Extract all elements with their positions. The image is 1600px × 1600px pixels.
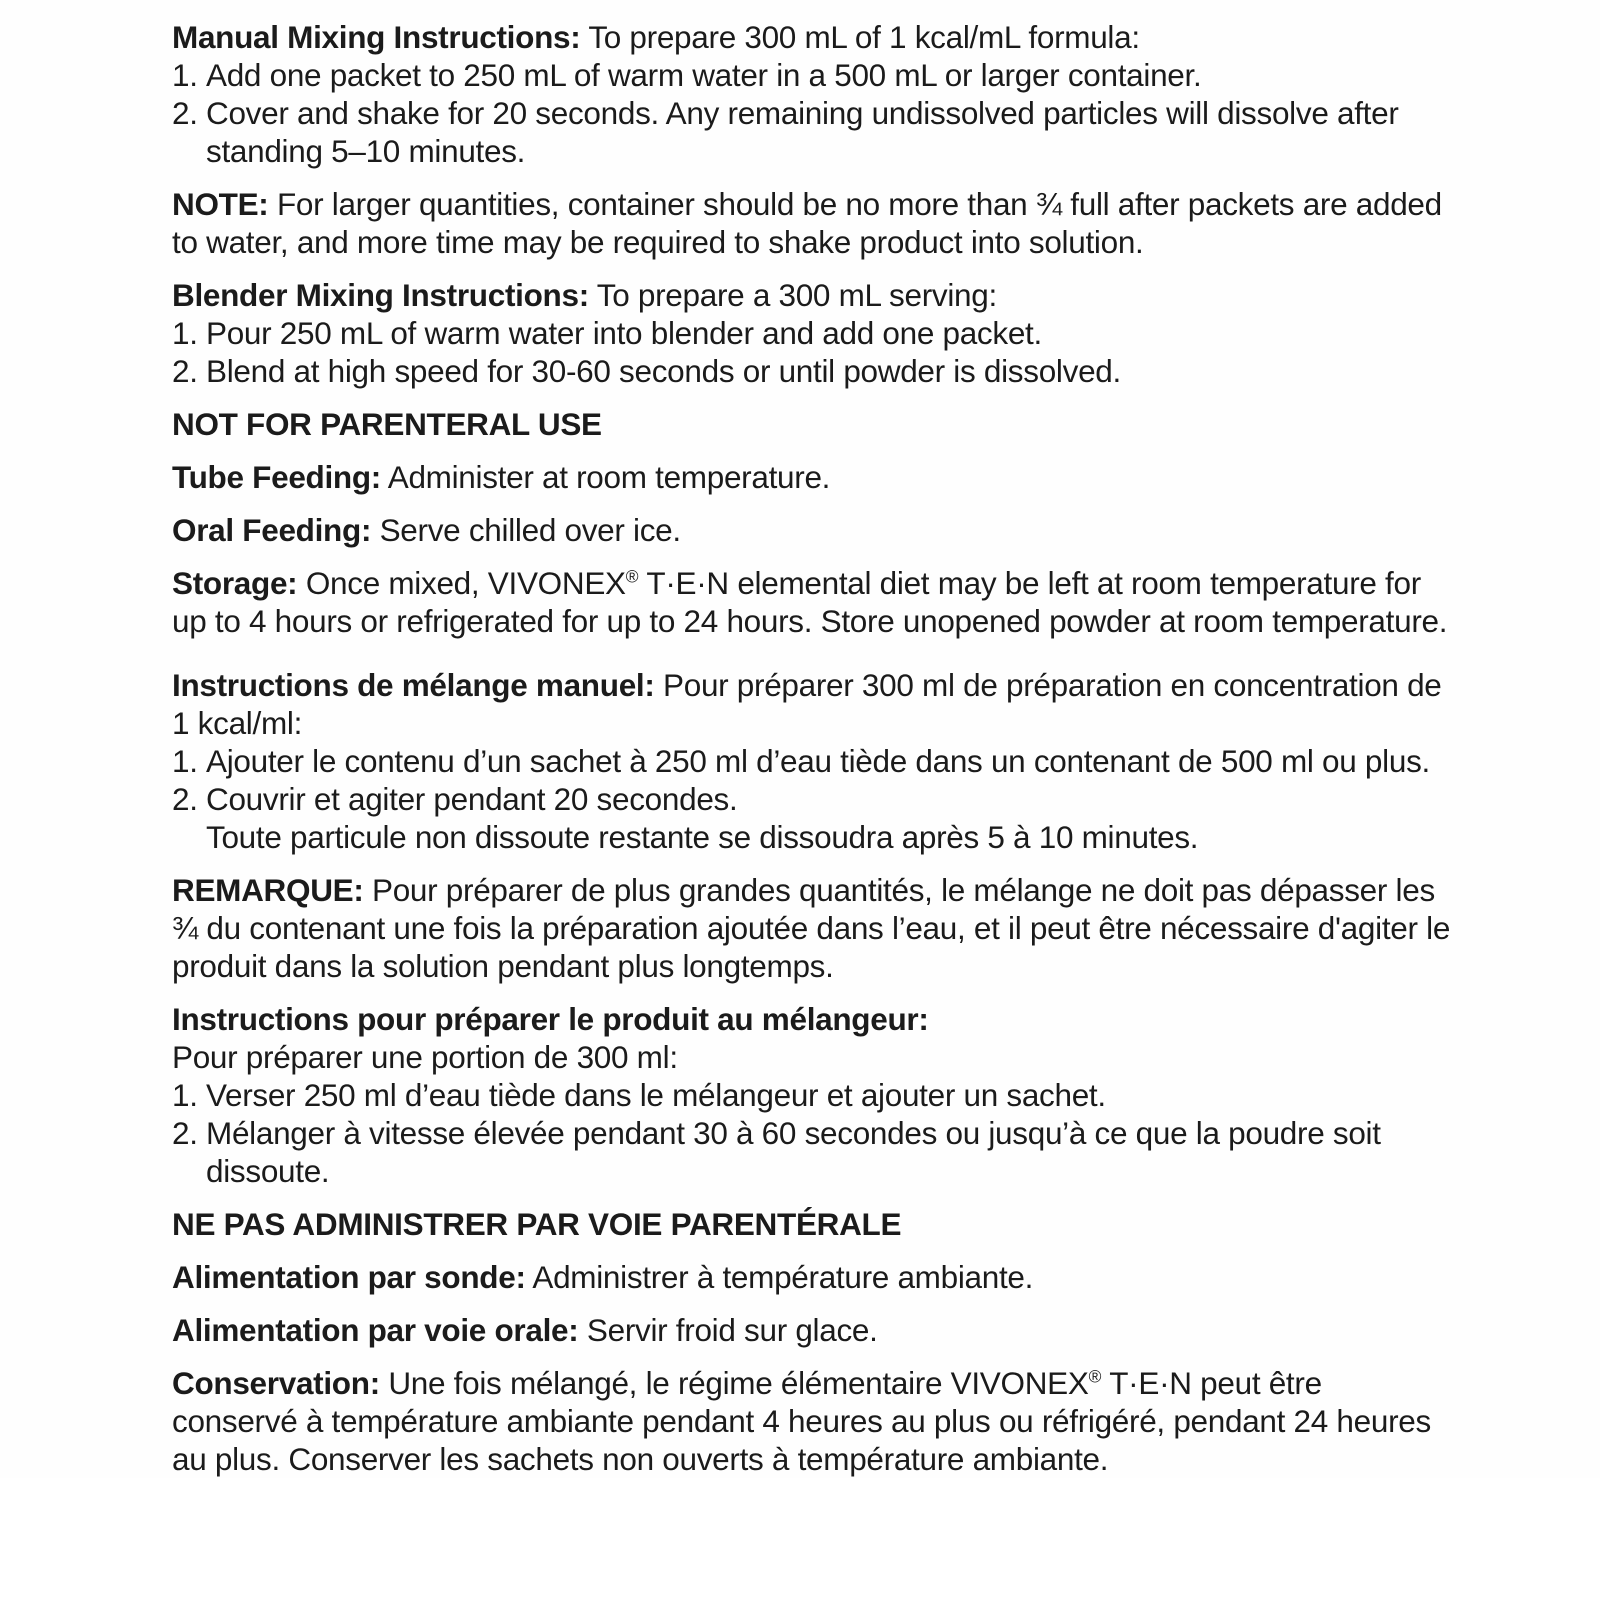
fr-manual-mixing-step-2 (172, 780, 1455, 856)
note-paragraph (172, 185, 1455, 261)
fr-storage-text: Une fois mélangé, le régime élémentaire VIVONEX (388, 1365, 1089, 1401)
note-label: NOTE: (172, 186, 269, 222)
blender-mixing-heading-label: Blender Mixing Instructions: (172, 277, 589, 313)
storage-text: Once mixed, VIVONEX (305, 565, 626, 601)
oral-feeding-label: Oral Feeding: (172, 512, 372, 548)
blender-mixing-step-1 (172, 314, 1455, 352)
fr-blender-mixing-heading-label: Instructions pour préparer le produit au mélangeur: (172, 1001, 929, 1037)
step-text: Ajouter le contenu d’un sachet à 250 ml d’eau tiède dans un contenant de 500 ml ou plus. (206, 743, 1430, 779)
manual-mixing-heading-label: Manual Mixing Instructions: (172, 19, 581, 55)
storage-paragraph (172, 564, 1455, 640)
fr-storage-label: Conservation: (172, 1365, 380, 1401)
fr-storage-text-continued: T·E·N peut être conservé à température ambiante pendant 4 heures au plus ou réfrigéré, pendant 24 heures au plus. Conserver les sachets non ouverts à température ambiante. (172, 1365, 1431, 1477)
manual-mixing-intro: To prepare 300 mL of 1 kcal/mL formula: (588, 19, 1140, 55)
step-number: 1. (172, 743, 198, 779)
step-number: 2. (172, 1115, 198, 1151)
fr-parenteral-warning: NE PAS ADMINISTRER PAR VOIE PARENTÉRALE (172, 1206, 902, 1242)
fr-manual-mixing-heading-label: Instructions de mélange manuel: (172, 667, 655, 703)
fr-manual-mixing-intro: Pour préparer 300 ml de préparation en concentration de 1 kcal/ml: (172, 667, 1442, 741)
step-text-line-1: Couvrir et agiter pendant 20 secondes. (206, 781, 738, 817)
oral-feeding-paragraph (172, 511, 1455, 549)
manual-mixing-step-2 (172, 94, 1455, 170)
oral-feeding-text: Serve chilled over ice. (379, 512, 681, 548)
step-text: Pour 250 mL of warm water into blender and add one packet. (206, 315, 1042, 351)
fr-remarque-label: REMARQUE: (172, 872, 364, 908)
registered-trademark-symbol: ® (1088, 1366, 1102, 1387)
step-number: 2. (172, 95, 198, 131)
step-text (206, 780, 1455, 856)
step-text: Cover and shake for 20 seconds. Any remaining undissolved particles will dissolve after standing 5–10 minutes. (206, 95, 1399, 169)
fr-oral-feeding-text: Servir froid sur glace. (586, 1312, 878, 1348)
storage-label: Storage: (172, 565, 298, 601)
fr-remarque-text: Pour préparer de plus grandes quantités, le mélange ne doit pas dépasser les ¾ du contenant une fois la préparation ajoutée dans l’eau, et il peut être nécessaire d'agiter le produit dans la solution pendant plus longtemps. (172, 872, 1451, 984)
parenteral-warning: NOT FOR PARENTERAL USE (172, 406, 602, 442)
blender-mixing-heading (172, 276, 1455, 314)
fr-storage-paragraph (172, 1364, 1455, 1478)
fr-manual-mixing-heading (172, 666, 1455, 742)
tube-feeding-text: Administer at room temperature. (387, 459, 831, 495)
fr-oral-feeding-paragraph (172, 1311, 1455, 1349)
blender-mixing-step-2 (172, 352, 1455, 390)
fr-blender-mixing-heading (172, 1000, 1455, 1038)
fr-tube-feeding-text: Administrer à température ambiante. (532, 1259, 1034, 1295)
step-number: 1. (172, 315, 198, 351)
manual-mixing-heading (172, 18, 1455, 56)
fr-manual-mixing-step-1 (172, 742, 1455, 780)
note-text: For larger quantities, container should be no more than ¾ full after packets are added to water, and more time may be required to shake product into solution. (172, 186, 1442, 260)
fr-blender-mixing-step-2 (172, 1114, 1455, 1190)
tube-feeding-paragraph (172, 458, 1455, 496)
fr-tube-feeding-label: Alimentation par sonde: (172, 1259, 526, 1295)
fr-tube-feeding-paragraph (172, 1258, 1455, 1296)
step-text: Mélanger à vitesse élevée pendant 30 à 60 secondes ou jusqu’à ce que la poudre soit dissoute. (206, 1115, 1381, 1189)
step-text: Blend at high speed for 30-60 seconds or until powder is dissolved. (206, 353, 1121, 389)
step-number: 1. (172, 1077, 198, 1113)
step-number: 2. (172, 781, 198, 817)
step-text: Verser 250 ml d’eau tiède dans le mélangeur et ajouter un sachet. (206, 1077, 1106, 1113)
fr-remarque-paragraph (172, 871, 1455, 985)
step-number: 2. (172, 353, 198, 389)
fr-blender-mixing-intro: Pour préparer une portion de 300 ml: (172, 1039, 678, 1075)
blender-mixing-intro: To prepare a 300 mL serving: (596, 277, 997, 313)
storage-text-continued: T·E·N elemental diet may be left at room temperature for up to 4 hours or refrigerated for up to 24 hours. Store unopened powder at room temperature. (172, 565, 1448, 639)
fr-blender-mixing-step-1 (172, 1076, 1455, 1114)
english-instructions-section (172, 18, 1455, 640)
manual-mixing-step-1 (172, 56, 1455, 94)
step-text-line-2: Toute particule non dissoute restante se dissoudra après 5 à 10 minutes. (206, 819, 1199, 855)
step-number: 1. (172, 57, 198, 93)
french-instructions-section (172, 666, 1455, 1478)
registered-trademark-symbol: ® (625, 566, 639, 587)
tube-feeding-label: Tube Feeding: (172, 459, 382, 495)
fr-oral-feeding-label: Alimentation par voie orale: (172, 1312, 579, 1348)
step-text: Add one packet to 250 mL of warm water in a 500 mL or larger container. (206, 57, 1202, 93)
